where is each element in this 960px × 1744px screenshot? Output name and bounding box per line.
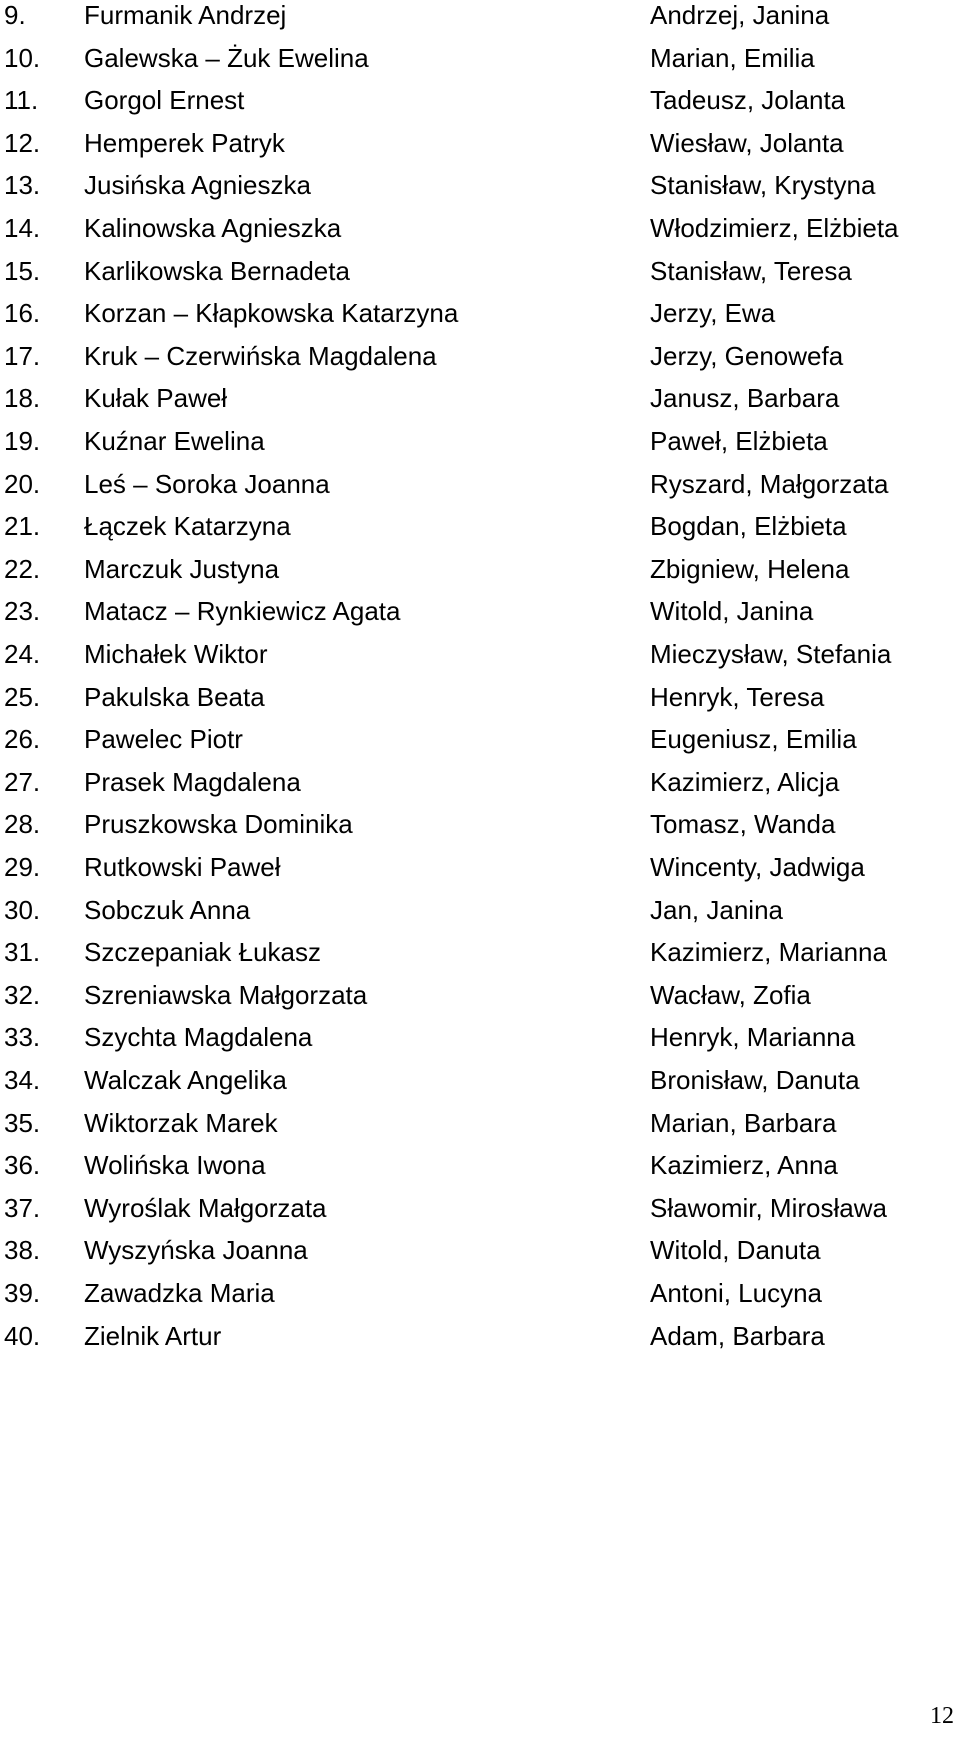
parents-names: Mieczysław, Stefania <box>650 639 892 669</box>
parents-names: Adam, Barbara <box>650 1320 825 1351</box>
person-name: Kuźnar Ewelina <box>84 426 265 456</box>
parents-names: Janusz, Barbara <box>650 383 840 414</box>
parents-names: Zbigniew, Helena <box>650 553 850 584</box>
list-item <box>0 724 960 768</box>
item-number: 28. <box>4 809 41 840</box>
item-number: 26. <box>4 724 41 755</box>
parents-names: Jerzy, Ewa <box>650 298 776 329</box>
person-name: Szczepaniak Łukasz <box>84 937 322 968</box>
list-item <box>0 213 960 257</box>
list-item <box>0 767 960 811</box>
parents-names: Kazimierz, Alicja <box>650 766 840 797</box>
list-item <box>0 1108 960 1152</box>
person-name: Szychta Magdalena <box>84 1022 313 1053</box>
item-number: 30. <box>4 894 41 925</box>
parents-names: Bronisław, Danuta <box>650 1065 860 1095</box>
parents-names: Tadeusz, Jolanta <box>650 85 846 116</box>
parents-names: Sławomir, Mirosława <box>650 1192 887 1223</box>
parents-names: Kazimierz, Marianna <box>650 937 887 968</box>
person-name: Prasek Magdalena <box>84 766 301 797</box>
parents-names: Tomasz, Wanda <box>650 809 836 840</box>
parents-names: Henryk, Marianna <box>650 1022 856 1053</box>
parents-names: Antoni, Lucyna <box>650 1278 823 1308</box>
item-number: 29. <box>4 852 41 882</box>
item-number: 25. <box>4 681 41 712</box>
list-item <box>0 426 960 470</box>
list-item <box>0 511 960 555</box>
parents-names: Ryszard, Małgorzata <box>650 468 889 499</box>
person-name: Michałek Wiktor <box>84 639 268 669</box>
item-number: 27. <box>4 766 41 797</box>
item-number: 17. <box>4 340 41 371</box>
item-number: 21. <box>4 511 41 542</box>
person-name: Hemperek Patryk <box>84 127 285 158</box>
item-number: 19. <box>4 426 41 456</box>
parents-names: Jan, Janina <box>650 894 783 925</box>
person-name: Walczak Angelika <box>84 1065 287 1095</box>
parents-names: Wiesław, Jolanta <box>650 127 844 158</box>
list-item <box>0 1235 960 1279</box>
item-number: 13. <box>4 170 41 201</box>
person-name: Korzan – Kłapkowska Katarzyna <box>84 298 459 329</box>
parents-names: Wacław, Zofia <box>650 979 811 1010</box>
page-number: 12 <box>930 1703 954 1729</box>
parents-names: Marian, Emilia <box>650 42 815 73</box>
parents-names: Andrzej, Janina <box>650 0 830 30</box>
item-number: 35. <box>4 1107 41 1138</box>
person-name: Wyszyńska Joanna <box>84 1235 308 1266</box>
parents-names: Witold, Janina <box>650 596 814 627</box>
list-item <box>0 1065 960 1109</box>
person-name: Furmanik Andrzej <box>84 0 287 30</box>
person-name: Pakulska Beata <box>84 681 265 712</box>
item-number: 20. <box>4 468 41 499</box>
parents-names: Stanisław, Teresa <box>650 255 852 286</box>
list-item <box>0 256 960 300</box>
item-number: 39. <box>4 1278 41 1308</box>
person-name: Rutkowski Paweł <box>84 852 281 882</box>
list-item <box>0 639 960 683</box>
parents-names: Kazimierz, Anna <box>650 1150 838 1181</box>
person-name: Kalinowska Agnieszka <box>84 213 342 243</box>
list-item <box>0 554 960 598</box>
list-item <box>0 809 960 853</box>
item-number: 32. <box>4 979 41 1010</box>
list-item <box>0 895 960 939</box>
parents-names: Wincenty, Jadwiga <box>650 852 865 882</box>
parents-names: Bogdan, Elżbieta <box>650 511 847 542</box>
list-item <box>0 128 960 172</box>
list-item <box>0 596 960 640</box>
item-number: 31. <box>4 937 41 968</box>
person-name: Kułak Paweł <box>84 383 228 414</box>
person-name: Leś – Soroka Joanna <box>84 468 330 499</box>
item-number: 38. <box>4 1235 41 1266</box>
person-name: Zielnik Artur <box>84 1320 222 1351</box>
list-item <box>0 937 960 981</box>
item-number: 34. <box>4 1065 41 1095</box>
person-name: Szreniawska Małgorzata <box>84 979 368 1010</box>
parents-names: Henryk, Teresa <box>650 681 825 712</box>
item-number: 22. <box>4 553 41 584</box>
parents-names: Marian, Barbara <box>650 1107 837 1138</box>
list-item <box>0 85 960 129</box>
item-number: 40. <box>4 1320 41 1351</box>
item-number: 24. <box>4 639 41 669</box>
parents-names: Stanisław, Krystyna <box>650 170 876 201</box>
list-item <box>0 980 960 1024</box>
list-item <box>0 682 960 726</box>
item-number: 10. <box>4 42 41 73</box>
person-name: Galewska – Żuk Ewelina <box>84 42 369 73</box>
item-number: 37. <box>4 1192 41 1223</box>
person-name: Kruk – Czerwińska Magdalena <box>84 340 437 371</box>
list-item <box>0 298 960 342</box>
item-number: 15. <box>4 255 41 286</box>
item-number: 14. <box>4 213 41 243</box>
list-item <box>0 170 960 214</box>
person-name: Wyroślak Małgorzata <box>84 1192 327 1223</box>
item-number: 23. <box>4 596 41 627</box>
item-number: 9. <box>4 0 26 30</box>
person-name: Jusińska Agnieszka <box>84 170 311 201</box>
list-item <box>0 1278 960 1322</box>
person-name: Pruszkowska Dominika <box>84 809 353 840</box>
list-item <box>0 341 960 385</box>
person-name: Wiktorzak Marek <box>84 1107 278 1138</box>
list-item <box>0 852 960 896</box>
item-number: 12. <box>4 127 41 158</box>
person-name: Łączek Katarzyna <box>84 511 291 542</box>
list-item <box>0 1321 960 1365</box>
parents-names: Paweł, Elżbieta <box>650 426 828 456</box>
parents-names: Włodzimierz, Elżbieta <box>650 213 899 243</box>
person-name: Pawelec Piotr <box>84 724 243 755</box>
list-item <box>0 1150 960 1194</box>
person-name: Marczuk Justyna <box>84 553 280 584</box>
person-name: Gorgol Ernest <box>84 85 245 116</box>
item-number: 11. <box>4 85 39 116</box>
item-number: 18. <box>4 383 41 414</box>
item-number: 16. <box>4 298 41 329</box>
person-name: Sobczuk Anna <box>84 894 251 925</box>
list-item <box>0 383 960 427</box>
item-number: 33. <box>4 1022 41 1053</box>
person-name: Wolińska Iwona <box>84 1150 266 1181</box>
person-name: Karlikowska Bernadeta <box>84 255 350 286</box>
parents-names: Witold, Danuta <box>650 1235 821 1266</box>
list-item <box>0 469 960 513</box>
list-item <box>0 0 960 44</box>
list-item <box>0 43 960 87</box>
person-name: Zawadzka Maria <box>84 1278 275 1308</box>
parents-names: Eugeniusz, Emilia <box>650 724 857 755</box>
parents-names: Jerzy, Genowefa <box>650 340 844 371</box>
item-number: 36. <box>4 1150 41 1181</box>
person-name: Matacz – Rynkiewicz Agata <box>84 596 401 627</box>
list-item <box>0 1022 960 1066</box>
list-item <box>0 1193 960 1237</box>
